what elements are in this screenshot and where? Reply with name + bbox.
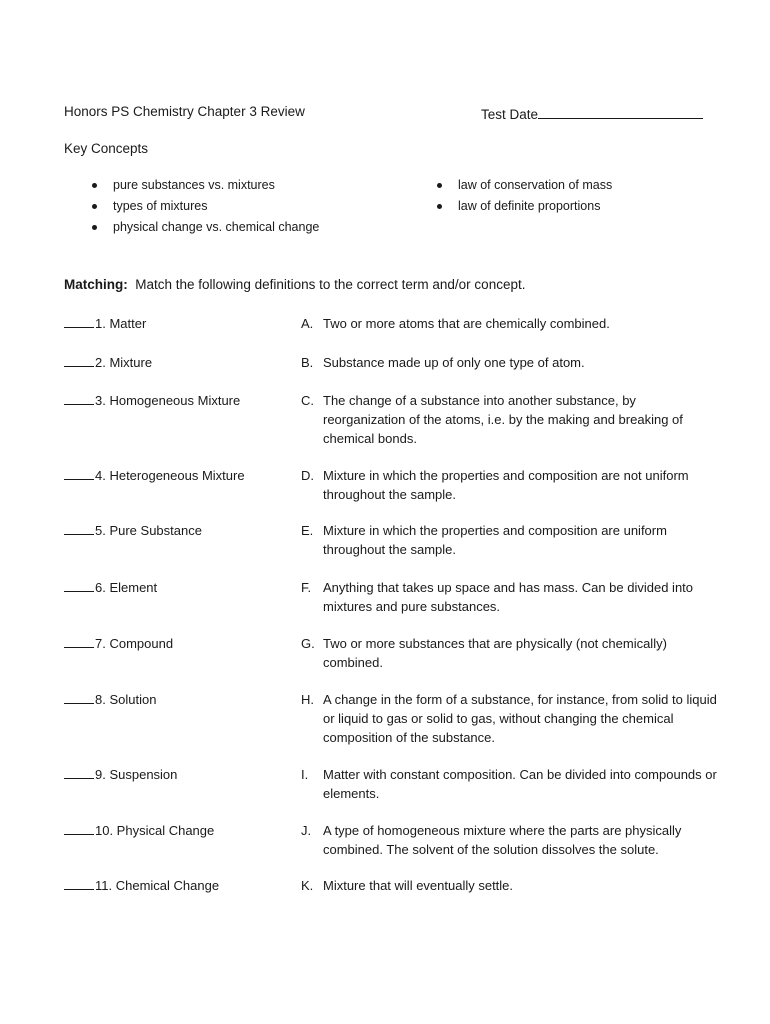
worksheet-title: Honors PS Chemistry Chapter 3 Review — [64, 104, 305, 119]
term — [64, 765, 177, 784]
key-concept-item: types of mixtures — [89, 196, 319, 217]
answer-blank[interactable] — [64, 466, 94, 480]
term — [64, 876, 219, 895]
term-label: 3. Homogeneous Mixture — [95, 393, 241, 408]
key-concept-item: law of conservation of mass — [434, 175, 612, 196]
definition-letter: B. — [301, 355, 314, 370]
answer-blank[interactable] — [64, 353, 94, 367]
answer-blank[interactable] — [64, 314, 94, 328]
term-label: 4. Heterogeneous Mixture — [95, 468, 245, 483]
term-label: 1. Matter — [95, 316, 147, 331]
definition-letter: D. — [301, 468, 314, 483]
term — [64, 391, 240, 410]
definition-text: Matter with constant composition. Can be divided into compounds or elements. — [323, 767, 717, 801]
answer-blank[interactable] — [64, 521, 94, 535]
key-concepts-right-list — [434, 175, 612, 217]
term-label: 8. Solution — [95, 692, 157, 707]
test-date-blank[interactable] — [538, 104, 703, 119]
definition-letter: C. — [301, 393, 314, 408]
definition-text: Mixture in which the properties and composition are not uniform throughout the sample. — [323, 468, 689, 502]
definition-text: Two or more substances that are physically (not chemically) combined. — [323, 636, 667, 670]
definition-letter: E. — [301, 523, 314, 538]
key-concept-item: physical change vs. chemical change — [89, 217, 319, 238]
term — [64, 314, 146, 333]
test-date-label: Test Date — [481, 107, 539, 122]
answer-blank[interactable] — [64, 690, 94, 704]
term-label: 2. Mixture — [95, 355, 153, 370]
term — [64, 521, 202, 540]
definition-letter: F. — [301, 580, 312, 595]
answer-blank[interactable] — [64, 821, 94, 835]
term-label: 6. Element — [95, 580, 158, 595]
term — [64, 466, 245, 485]
key-concepts-left-list — [89, 175, 319, 238]
definition-text: Anything that takes up space and has mass. Can be divided into mixtures and pure substances. — [323, 580, 694, 614]
definition-letter: I. — [301, 767, 309, 782]
definition-text: Mixture in which the properties and composition are uniform throughout the sample. — [323, 523, 667, 557]
key-concept-item: law of definite proportions — [434, 196, 612, 217]
term — [64, 578, 157, 597]
definition-text: Substance made up of only one type of atom. — [323, 355, 585, 370]
definition-text: The change of a substance into another substance, by reorganization of the atoms, i.e. by the making and breaking of chemical bonds. — [323, 393, 683, 446]
answer-blank[interactable] — [64, 634, 94, 648]
term — [64, 690, 156, 709]
term-label: 7. Compound — [95, 636, 174, 651]
matching-label: Matching: — [64, 277, 128, 292]
definition-letter: H. — [301, 692, 314, 707]
definition-letter: A. — [301, 316, 314, 331]
definition-letter: K. — [301, 878, 314, 893]
definition-text: Two or more atoms that are chemically combined. — [323, 316, 610, 331]
term-label: 5. Pure Substance — [95, 523, 202, 538]
term — [64, 353, 152, 372]
matching-instructions-text: Match the following definitions to the correct term and/or concept. — [135, 277, 526, 292]
answer-blank[interactable] — [64, 765, 94, 779]
answer-blank[interactable] — [64, 391, 94, 405]
key-concepts-heading: Key Concepts — [64, 141, 149, 156]
definition-text: A type of homogeneous mixture where the parts are physically combined. The solvent of the solution dissolves the solute. — [323, 823, 682, 857]
matching-instructions — [64, 277, 525, 292]
test-date-field — [481, 104, 703, 122]
key-concept-item: pure substances vs. mixtures — [89, 175, 319, 196]
term-label: 11. Chemical Change — [95, 878, 220, 893]
term — [64, 821, 214, 840]
definition-text: Mixture that will eventually settle. — [323, 878, 514, 893]
term — [64, 634, 173, 653]
term-label: 10. Physical Change — [95, 823, 215, 838]
definition-text: A change in the form of a substance, for instance, from solid to liquid or liquid to gas or solid to gas, without changing the chemical composition of the substance. — [323, 692, 717, 745]
definition-letter: J. — [301, 823, 312, 838]
term-label: 9. Suspension — [95, 767, 178, 782]
answer-blank[interactable] — [64, 578, 94, 592]
answer-blank[interactable] — [64, 876, 94, 890]
definition-letter: G. — [301, 636, 315, 651]
